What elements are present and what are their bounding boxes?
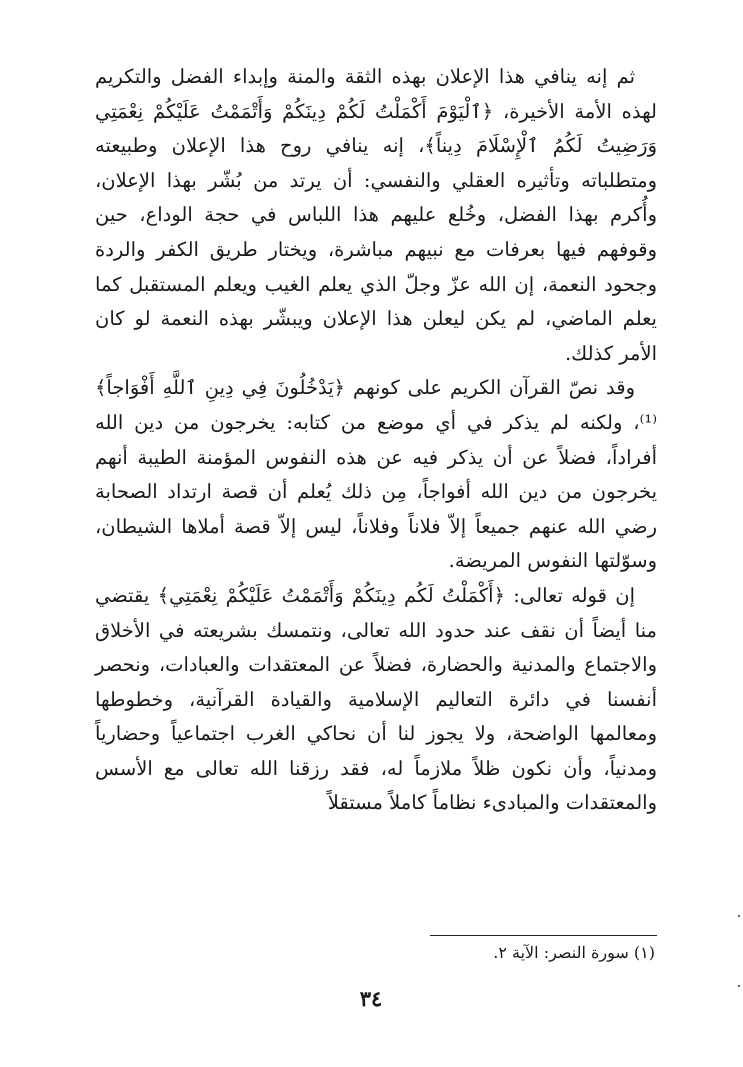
scan-mark: [738, 985, 740, 987]
paragraph-2: وقد نصّ القرآن الكريم على كونهم ﴿يَدْخُلُونَ فِي دِينِ ٱللَّهِ أَفْوَاجاً﴾⁽¹⁾، ولكنه لم يذكر في أي موضع من كتابه: يخرجون من دين الله أفراداً، فضلاً عن أن يذكر فيه عن هذه النفوس المؤمنة الطيبة أنهم يخرجون من دين الله أفواجاً، مِن ذلك يُعلم أن قصة ارتداد الصحابة رضي الله عنهم جميعاً إلاّ فلاناً وفلاناً، ليس إلاّ قصة أملاها الشيطان، وسوّلتها النفوس المريضة.: [95, 376, 657, 573]
paragraph-1: ثم إنه ينافي هذا الإعلان بهذه الثقة والمنة وإبداء الفضل والتكريم لهذه الأمة الأخيرة، ﴿ٱلْيَوْمَ أَكْمَلْتُ لَكُمْ دِينَكُمْ وَأَتْمَمْتُ عَلَيْكُمْ نِعْمَتِي وَرَضِيتُ لَكُمُ ٱلْإِسْلَامَ دِيناً﴾، إنه ينافي روح هذا الإعلان وطبيعته ومتطلباته وتأثيره العقلي والنفسي: أن يرتد من بُشّر بهذا الإعلان، وأُكرم بهذا الفضل، وخُلع عليهم هذا اللباس في حجة الوداع، حين وقوفهم فيها بعرفات مع نبيهم مباشرة، ويختار طريق الكفر والردة وجحود النعمة، إن الله عزّ وجلّ الذي يعلم الغيب ويعلم المستقبل كما يعلم الماضي، لم يكن ليعلن هذا الإعلان ويبشّر بهذه النعمة لو كان الأمر كذلك.: [95, 65, 657, 365]
paragraph-3: إن قوله تعالى: ﴿أَكْمَلْتُ لَكُم دِينَكُمْ وَأَتْمَمْتُ عَلَيْكُمْ نِعْمَتِي﴾ يقتضي منا أيضاً أن نقف عند حدود الله تعالى، ونتمسك بشريعته في الأخلاق والاجتماع والمدنية والحضارة، فضلاً عن المعتقدات والعبادات، ونحصر أنفسنا في دائرة التعاليم الإسلامية والقيادة القرآنية، وخطوطها ومعالمها الواضحة، ولا يجوز لنا أن نحاكي الغرب اجتماعياً وحضارياً ومدنياً، وأن نكون ظلاً ملازماً له، فقد رزقنا الله تعالى مع الأسس والمعتقدات والمبادىء نظاماً كاملاً مستقلاً: [95, 583, 657, 815]
footnote: (١) سورة النصر: الآية ٢.: [493, 943, 655, 962]
page-number: ٣٤: [359, 986, 383, 1011]
main-text: [95, 60, 657, 821]
footnote-separator: [430, 935, 657, 936]
scan-mark: [738, 915, 740, 917]
